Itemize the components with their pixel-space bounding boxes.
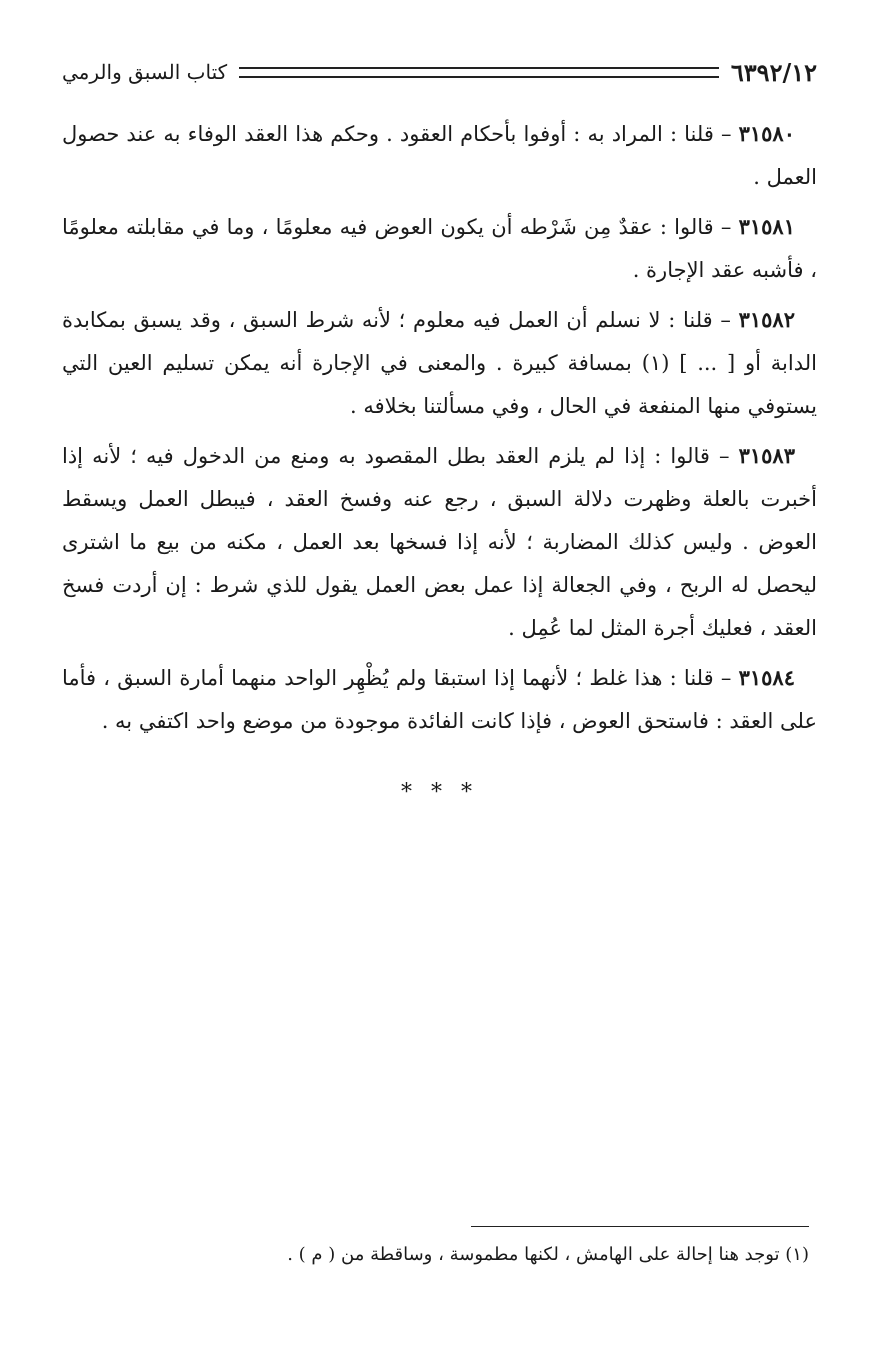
paragraph-number: ٣١٥٨٣ (738, 443, 795, 468)
body-text (62, 112, 817, 749)
paragraph-31582 (62, 298, 817, 428)
paragraph-number: ٣١٥٨٤ (738, 665, 795, 690)
paragraph-text: – قالوا : إذا لم يلزم العقد بطل المقصود به ومنع من الدخول فيه ؛ لأنه إذا أخبرت بالعلة وظهرت دلالة السبق ، رجع عنه وفسخ العقد ، فيبطل العمل ويسقط العوض . وليس كذلك المضاربة ؛ لأنه إذا فسخها بعد العمل ، مكنه من بيع ما اشترى ليحصل له الربح ، وفي الجعالة إذا عمل بعض العمل يقول للذي شرط : إن أردت فسخ العقد ، فعليك أجرة المثل لما عُمِل . (62, 444, 817, 640)
paragraph-31584 (62, 656, 817, 743)
paragraph-31583 (62, 434, 817, 650)
header-double-rule (239, 67, 719, 78)
section-separator: * * * (401, 780, 478, 805)
footnote: (١) توجد هنا إحالة على الهامش ، لكنها مطموسة ، وساقطة من ( م ) . (287, 1244, 809, 1265)
paragraph-number: ٣١٥٨٢ (738, 307, 795, 332)
book-title: كتاب السبق والرمي (62, 60, 228, 84)
paragraph-text: – قلنا : المراد به : أوفوا بأحكام العقود . وحكم هذا العقد الوفاء به عند حصول العمل . (62, 122, 817, 189)
page-reference: ٦٣٩٢/١٢ (730, 57, 817, 87)
paragraph-31581 (62, 205, 817, 292)
paragraph-number: ٣١٥٨٠ (738, 121, 795, 146)
paragraph-text: – قلنا : لا نسلم أن العمل فيه معلوم ؛ لأنه شرط السبق ، وقد يسبق بمكابدة الدابة أو [ ... ] (١) بمسافة كبيرة . والمعنى في الإجارة أنه يمكن تسليم العين التي يستوفي منها المنفعة في الحال ، وفي مسألتنا بخلافه . (62, 308, 817, 418)
paragraph-number: ٣١٥٨١ (738, 214, 795, 239)
running-header (62, 52, 817, 92)
paragraph-text: – قالوا : عقدٌ مِن شَرْطه أن يكون العوض فيه معلومًا ، وما في مقابلته معلومًا ، فأشبه عقد الإجارة . (62, 215, 817, 282)
footnote-rule (471, 1226, 809, 1227)
paragraph-31580 (62, 112, 817, 199)
paragraph-text: – قلنا : هذا غلط ؛ لأنهما إذا استبقا ولم يُظْهِر الواحد منهما أمارة السبق ، فأما على العقد : فاستحق العوض ، فإذا كانت الفائدة موجودة من موضع واحد اكتفي به . (62, 666, 817, 733)
